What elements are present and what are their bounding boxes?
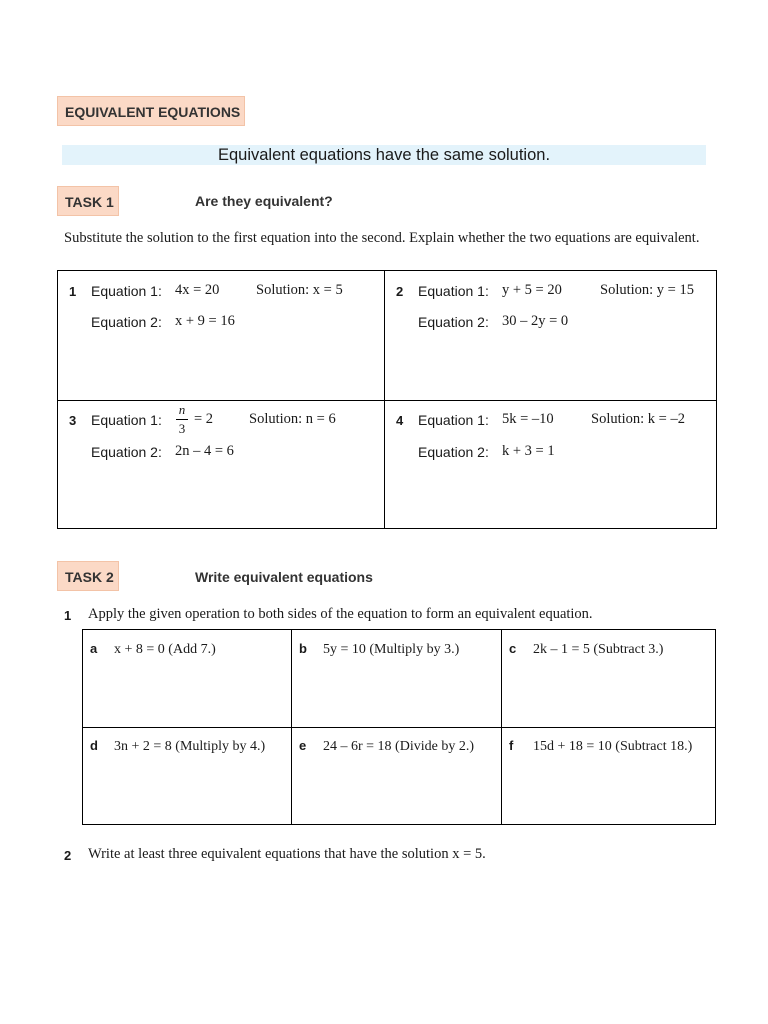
solution: Solution: y = 15 <box>600 282 694 298</box>
question-text: Apply the given operation to both sides of the equation to form an equivalent equation. <box>88 606 593 622</box>
part-letter: f <box>509 738 514 753</box>
equation2: 30 – 2y = 0 <box>502 313 569 329</box>
part-text: 2k – 1 = 5 (Subtract 3.) <box>533 642 664 657</box>
equation1: y + 5 = 20 <box>502 282 562 298</box>
fraction <box>176 403 188 436</box>
part-text: 5y = 10 (Multiply by 3.) <box>323 642 460 657</box>
part-letter: a <box>90 641 98 656</box>
grid-divider <box>83 727 715 728</box>
task1-item-3 <box>58 401 378 526</box>
part-letter: d <box>90 738 98 753</box>
equation1-label: Equation 1: <box>418 412 489 428</box>
equation1-label: Equation 1: <box>91 412 162 428</box>
task1-item-1 <box>58 271 378 396</box>
equation1-label: Equation 1: <box>418 283 489 299</box>
item-number: 4 <box>396 413 404 428</box>
equation2: k + 3 = 1 <box>502 443 555 459</box>
task1-heading: Are they equivalent? <box>195 193 333 209</box>
part-letter: c <box>509 641 517 656</box>
part-text: 15d + 18 = 10 (Subtract 18.) <box>533 739 693 754</box>
fraction-bar <box>176 419 188 420</box>
task1-badge: TASK 1 <box>57 186 119 216</box>
task1-item-2 <box>385 271 705 396</box>
part-b <box>299 641 459 658</box>
task1-grid <box>57 270 717 529</box>
part-e <box>299 738 474 755</box>
worksheet-title: EQUIVALENT EQUATIONS <box>57 96 245 126</box>
equation1: 4x = 20 <box>175 282 220 298</box>
task2-badge: TASK 2 <box>57 561 119 591</box>
solution: Solution: x = 5 <box>256 282 343 298</box>
solution: Solution: k = –2 <box>591 411 685 427</box>
part-f <box>509 738 692 755</box>
part-c <box>509 641 663 658</box>
solution: Solution: n = 6 <box>249 411 336 427</box>
equation2: 2n – 4 = 6 <box>175 443 234 459</box>
equation2-label: Equation 2: <box>91 314 162 330</box>
fraction-denominator: 3 <box>178 421 186 436</box>
equation2-label: Equation 2: <box>91 444 162 460</box>
equation1-rhs: = 2 <box>194 411 214 427</box>
item-number: 2 <box>396 284 404 299</box>
equation1: 5k = –10 <box>502 411 554 427</box>
item-number: 1 <box>69 284 77 299</box>
task2-heading: Write equivalent equations <box>195 569 373 585</box>
question-number: 2 <box>64 848 72 863</box>
part-text: x + 8 = 0 (Add 7.) <box>114 642 216 657</box>
task1-item-4 <box>385 401 705 526</box>
equation2-label: Equation 2: <box>418 444 489 460</box>
part-text: 24 – 6r = 18 (Divide by 2.) <box>323 739 474 754</box>
part-a <box>90 641 216 658</box>
question-text: Write at least three equivalent equations that have the solution x = 5. <box>88 846 486 862</box>
task1-instruction: Substitute the solution to the first equation into the second. Explain whether the two equations are equivalent. <box>64 230 700 246</box>
part-text: 3n + 2 = 8 (Multiply by 4.) <box>114 739 266 754</box>
key-fact-banner: Equivalent equations have the same solution. <box>62 145 706 165</box>
equation2: x + 9 = 16 <box>175 313 235 329</box>
task2-grid <box>82 629 716 825</box>
item-number: 3 <box>69 413 77 428</box>
part-letter: e <box>299 738 307 753</box>
question-number: 1 <box>64 608 72 623</box>
equation2-label: Equation 2: <box>418 314 489 330</box>
fraction-numerator: n <box>178 402 186 417</box>
part-d <box>90 738 265 755</box>
part-letter: b <box>299 641 307 656</box>
equation1-label: Equation 1: <box>91 283 162 299</box>
